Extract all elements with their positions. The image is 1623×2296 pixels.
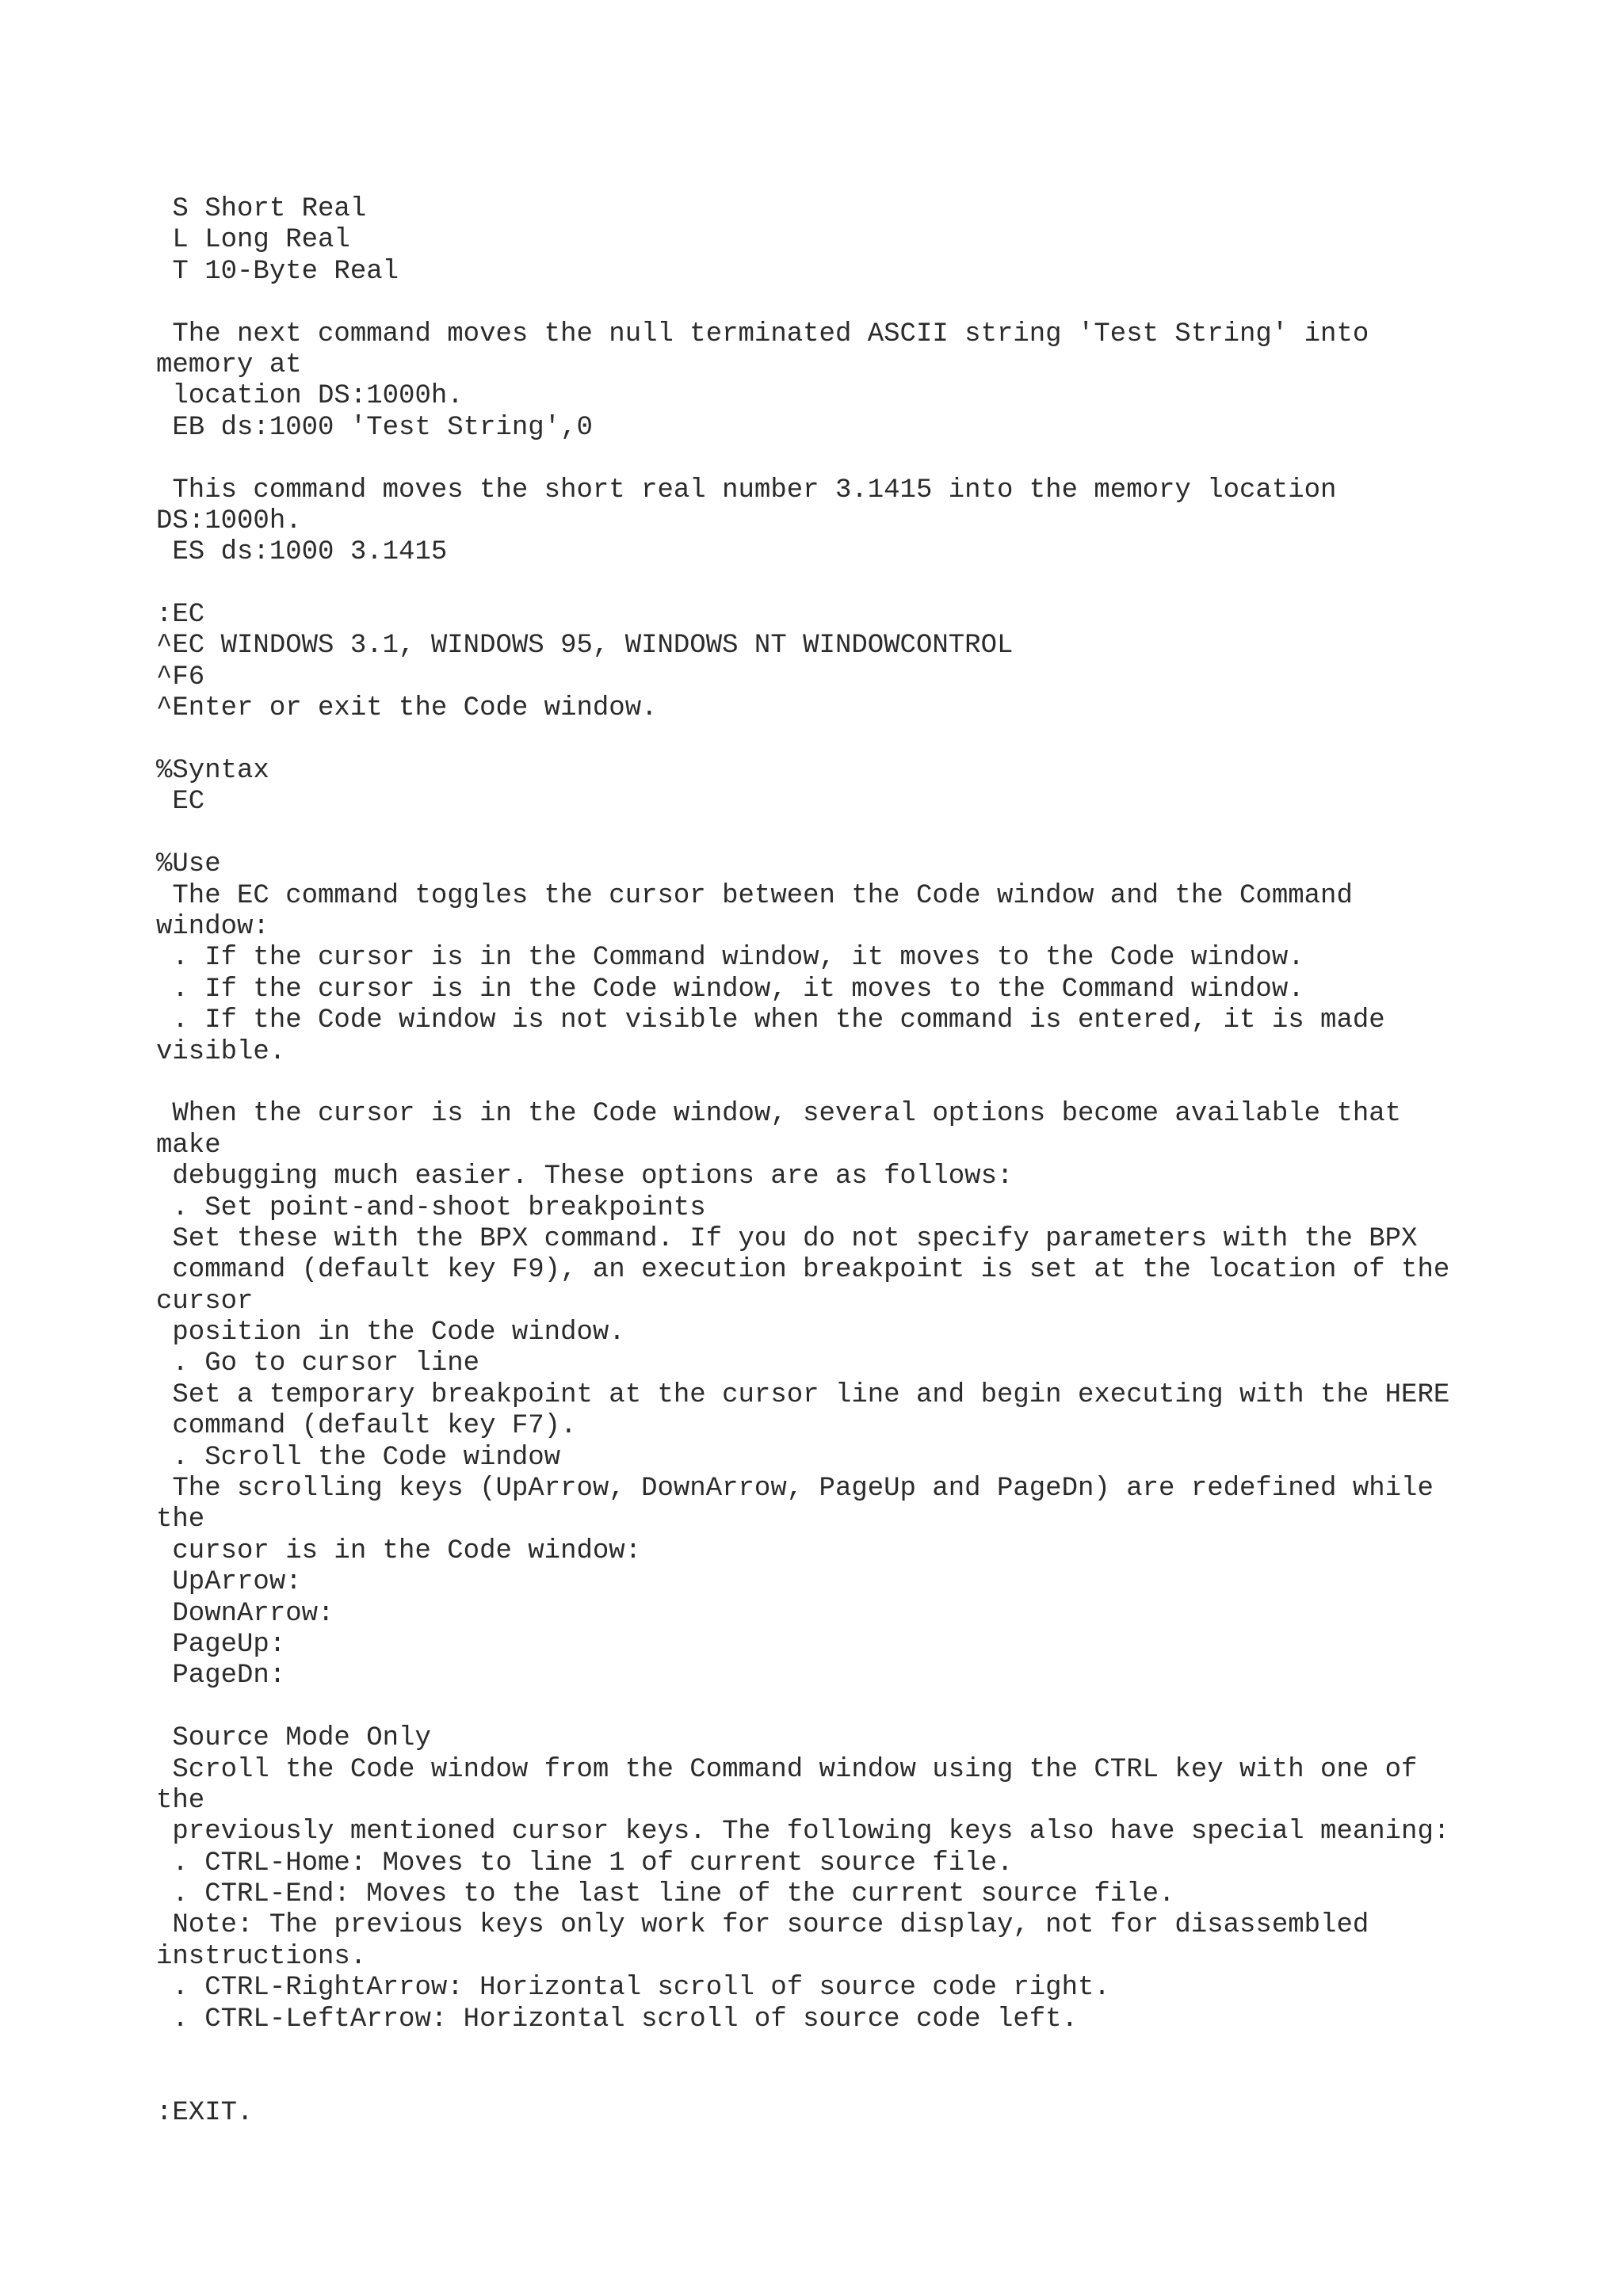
text-line: . If the cursor is in the Command window, it moves to the Code window.	[156, 943, 1304, 974]
text-line: . CTRL-RightArrow: Horizontal scroll of source code right.	[156, 1973, 1110, 2004]
text-line: %Use	[156, 849, 221, 880]
text-line: Note: The previous keys only work for source display, not for disassembled	[156, 1910, 1369, 1941]
text-line	[156, 444, 1583, 475]
text-line: :EC	[156, 600, 205, 631]
text-line: . CTRL-End: Moves to the last line of the current source file.	[156, 1879, 1175, 1910]
text-line: When the cursor is in the Code window, several options become available that	[156, 1099, 1402, 1130]
text-line: Set these with the BPX command. If you do not specify parameters with the BPX	[156, 1223, 1418, 1254]
text-line: window:	[156, 911, 269, 942]
text-line: %Syntax	[156, 756, 269, 787]
text-line: location DS:1000h.	[156, 381, 464, 412]
text-line: ^F6	[156, 662, 205, 692]
text-line: DownArrow:	[156, 1598, 334, 1629]
text-line: UpArrow:	[156, 1567, 302, 1598]
text-line: the	[156, 1785, 205, 1816]
text-line: S Short Real	[156, 194, 367, 224]
text-line: Set a temporary breakpoint at the cursor line and begin executing with the HERE	[156, 1379, 1450, 1410]
text-line: EC	[156, 787, 205, 818]
text-line: The scrolling keys (UpArrow, DownArrow, PageUp and PageDn) are redefined while	[156, 1474, 1434, 1505]
text-line: visible.	[156, 1036, 286, 1067]
text-line: EB ds:1000 'Test String',0	[156, 412, 593, 443]
text-line	[156, 2066, 1583, 2097]
text-line: Scroll the Code window from the Command window using the CTRL key with one of	[156, 1754, 1418, 1785]
document-page	[156, 194, 1583, 2129]
text-line	[156, 1068, 1583, 1099]
text-line: memory at	[156, 349, 302, 380]
text-line	[156, 1692, 1583, 1723]
text-line: . Set point-and-shoot breakpoints	[156, 1192, 706, 1223]
text-line	[156, 2035, 1583, 2066]
exit-marker: :EXIT.	[156, 2097, 254, 2128]
text-line: The EC command toggles the cursor between the Code window and the Command	[156, 880, 1353, 911]
text-line: L Long Real	[156, 225, 350, 256]
text-line: The next command moves the null terminated ASCII string 'Test String' into	[156, 318, 1369, 349]
text-line: . CTRL-LeftArrow: Horizontal scroll of source code left.	[156, 2004, 1078, 2035]
text-line: PageDn:	[156, 1661, 286, 1691]
text-line: cursor is in the Code window:	[156, 1535, 642, 1566]
text-line: . Go to cursor line	[156, 1348, 480, 1379]
text-line: PageUp:	[156, 1629, 286, 1660]
text-line: position in the Code window.	[156, 1318, 625, 1348]
text-line	[156, 569, 1583, 600]
text-line: ^Enter or exit the Code window.	[156, 693, 658, 724]
text-line	[156, 725, 1583, 756]
text-line: . CTRL-Home: Moves to line 1 of current source file.	[156, 1848, 1014, 1878]
text-line	[156, 288, 1583, 318]
text-line: . Scroll the Code window	[156, 1442, 561, 1473]
text-line: DS:1000h.	[156, 505, 302, 536]
text-line: previously mentioned cursor keys. The following keys also have special meaning:	[156, 1817, 1450, 1848]
text-line: . If the cursor is in the Code window, it moves to the Command window.	[156, 974, 1304, 1005]
text-line: . If the Code window is not visible when the command is entered, it is made	[156, 1005, 1385, 1036]
text-line	[156, 818, 1583, 849]
text-line: Source Mode Only	[156, 1723, 431, 1754]
text-line: This command moves the short real number 3.1415 into the memory location	[156, 475, 1337, 505]
text-line: ^EC WINDOWS 3.1, WINDOWS 95, WINDOWS NT WINDOWCONTROL	[156, 631, 1014, 662]
text-line: command (default key F9), an execution breakpoint is set at the location of the	[156, 1255, 1450, 1286]
text-line: instructions.	[156, 1941, 367, 1972]
text-line: command (default key F7).	[156, 1411, 577, 1442]
text-line: make	[156, 1130, 221, 1161]
text-line: ES ds:1000 3.1415	[156, 537, 448, 568]
text-line: cursor	[156, 1286, 254, 1317]
text-line: T 10-Byte Real	[156, 256, 399, 287]
text-line: the	[156, 1505, 205, 1535]
text-line: debugging much easier. These options are as follows:	[156, 1161, 1014, 1192]
